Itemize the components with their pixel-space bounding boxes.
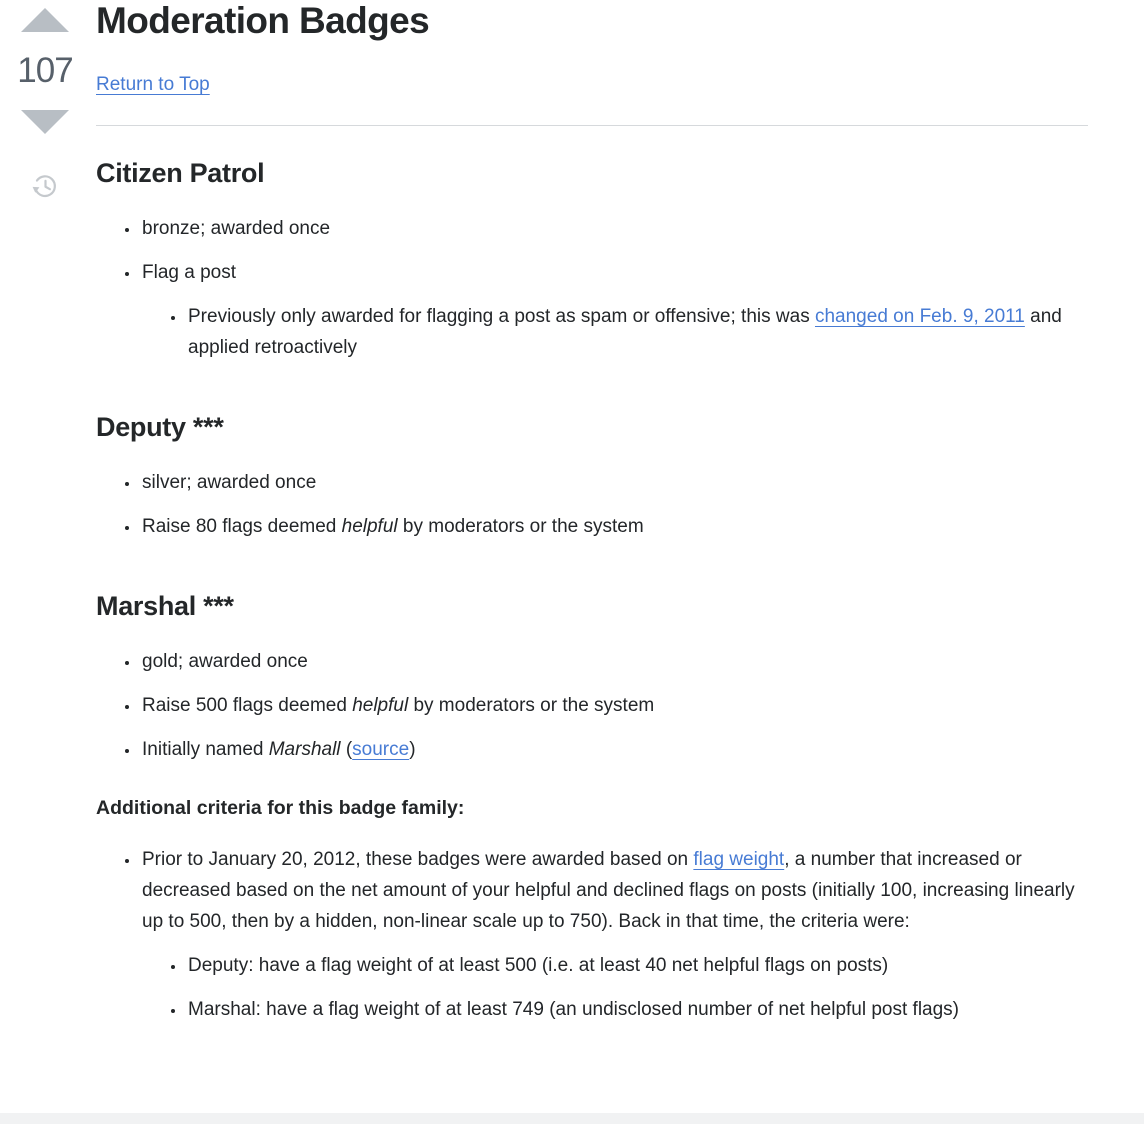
italic-run: helpful bbox=[341, 516, 398, 537]
marshal-list bbox=[96, 646, 1088, 765]
list-item bbox=[140, 690, 1088, 721]
nested-list bbox=[142, 301, 1088, 363]
flag-weight-link[interactable]: flag weight bbox=[693, 849, 785, 870]
text-run: Flag a post bbox=[142, 262, 236, 283]
list-item bbox=[140, 734, 1088, 765]
list-item bbox=[186, 994, 1088, 1025]
heading-marshal: Marshal *** bbox=[96, 591, 234, 621]
list-item bbox=[186, 950, 1088, 981]
list-item bbox=[140, 511, 1088, 542]
italic-run: Marshall bbox=[268, 739, 341, 760]
text-run: gold; awarded once bbox=[142, 651, 308, 672]
list-item bbox=[140, 467, 1088, 498]
text-run: silver; awarded once bbox=[142, 472, 317, 493]
text-run: bronze; awarded once bbox=[142, 218, 331, 239]
additional-criteria-label: Additional criteria for this badge family: bbox=[96, 797, 465, 819]
bottom-strip bbox=[0, 1113, 1144, 1124]
page-title: Moderation Badges bbox=[96, 0, 430, 41]
additional-criteria-list bbox=[96, 844, 1088, 1025]
text-run: ) bbox=[409, 739, 416, 760]
deputy-list bbox=[96, 467, 1088, 542]
text-run: Prior to January 20, 2012, these badges were awarded based on bbox=[142, 849, 694, 870]
italic-run: helpful bbox=[352, 695, 409, 716]
vote-count: 107 bbox=[17, 51, 73, 90]
text-run: by moderators or the system bbox=[397, 516, 644, 537]
heading-deputy: Deputy *** bbox=[96, 412, 224, 442]
vote-column bbox=[17, 8, 73, 202]
text-run: Raise 80 flags deemed bbox=[142, 516, 342, 537]
text-run: Raise 500 flags deemed bbox=[142, 695, 353, 716]
return-to-top-link[interactable]: Return to Top bbox=[96, 74, 210, 95]
list-item bbox=[140, 213, 1088, 244]
text-run: Marshal: have a flag weight of at least 749 (an undisclosed number of net helpful post flags) bbox=[188, 999, 960, 1020]
downvote-icon[interactable] bbox=[21, 110, 69, 134]
list-item bbox=[140, 257, 1088, 363]
changed-date-link[interactable]: changed on Feb. 9, 2011 bbox=[814, 306, 1025, 327]
text-run: Initially named bbox=[142, 739, 269, 760]
text-run: , a number that increased or decreased based on the net amount of your helpful and declined flags on posts (initially 100, increasing linearly up to 500, then by a hidden, non-linear scale up to 750). Back in that time, the criteria were: bbox=[142, 849, 1075, 932]
revision-history-icon[interactable] bbox=[29, 170, 61, 202]
text-run: Deputy: have a flag weight of at least 500 (i.e. at least 40 net helpful flags on posts) bbox=[188, 955, 889, 976]
section-divider bbox=[96, 125, 1088, 126]
list-item bbox=[140, 646, 1088, 677]
list-item bbox=[140, 844, 1088, 1025]
text-run: and applied retroactively bbox=[188, 306, 1062, 358]
source-link[interactable]: source bbox=[352, 739, 410, 760]
citizen-patrol-list bbox=[96, 213, 1088, 363]
text-run: ( bbox=[340, 739, 353, 760]
list-item bbox=[186, 301, 1088, 363]
text-run: Previously only awarded for flagging a post as spam or offensive; this was bbox=[188, 306, 815, 327]
return-to-top-wrap bbox=[96, 73, 1088, 97]
heading-citizen-patrol: Citizen Patrol bbox=[96, 158, 265, 188]
nested-list bbox=[142, 950, 1088, 1025]
text-run: by moderators or the system bbox=[408, 695, 655, 716]
upvote-icon[interactable] bbox=[21, 8, 69, 32]
post-content bbox=[96, 0, 1088, 1025]
